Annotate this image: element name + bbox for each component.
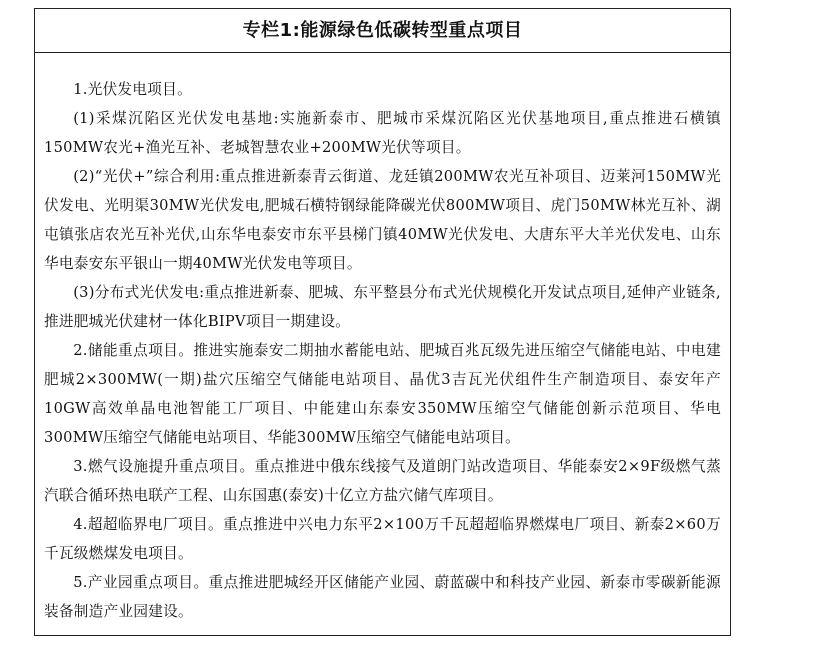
project-box	[34, 8, 731, 636]
paragraph-pv-distributed: (3)分布式光伏发电:重点推进新泰、肥城、东平整县分布式光伏规模化开发试点项目,延伸产业链条,推进肥城光伏建材一体化BIPV项目一期建设。	[44, 284, 721, 330]
paragraph-pv-plus: (2)“光伏+”综合利用:重点推进新泰青云街道、龙廷镇200MW农光互补项目、迈莱河150MW光伏发电、光明渠30MW光伏发电,肥城石横特钢绿能降碳光伏800MW项目、虎门50MW林光互补、湖屯镇张店农光互补光伏,山东华电泰安市东平县梯门镇40MW光伏发电、大唐东平大羊光伏发电、山东华电泰安东平银山一期40MW光伏发电等项目。	[44, 168, 721, 272]
paragraph-power-plant: 4.超超临界电厂项目。重点推进中兴电力东平2×100万千瓦超超临界燃煤电厂项目、新泰2×60万千瓦级燃煤发电项目。	[44, 516, 721, 562]
paragraph-storage: 2.储能重点项目。推进实施泰安二期抽水蓄能电站、肥城百兆瓦级先进压缩空气储能电站、中电建肥城2×300MW(一期)盐穴压缩空气储能电站项目、晶优3吉瓦光伏组件生产制造项目、泰安年产10GW高效单晶电池智能工厂项目、中能建山东泰安350MW压缩空气储能创新示范项目、华电300MW压缩空气储能电站项目、华能300MW压缩空气储能电站项目。	[44, 342, 721, 446]
paragraph-gas: 3.燃气设施提升重点项目。重点推进中俄东线接气及道朗门站改造项目、华能泰安2×9F级燃气蒸汽联合循环热电联产工程、山东国惠(泰安)十亿立方盐穴储气库项目。	[44, 458, 721, 504]
box-content	[35, 53, 730, 626]
paragraph-pv-heading: 1.光伏发电项目。	[73, 81, 192, 98]
paragraph-industrial-park: 5.产业园重点项目。重点推进肥城经开区储能产业园、蔚蓝碳中和科技产业园、新泰市零碳新能源装备制造产业园建设。	[44, 574, 721, 620]
paragraph-pv-base: (1)采煤沉陷区光伏发电基地:实施新泰市、肥城市采煤沉陷区光伏基地项目,重点推进石横镇150MW农光+渔光互补、老城智慧农业+200MW光伏等项目。	[44, 110, 721, 156]
box-title: 专栏1:能源绿色低碳转型重点项目	[35, 9, 730, 53]
